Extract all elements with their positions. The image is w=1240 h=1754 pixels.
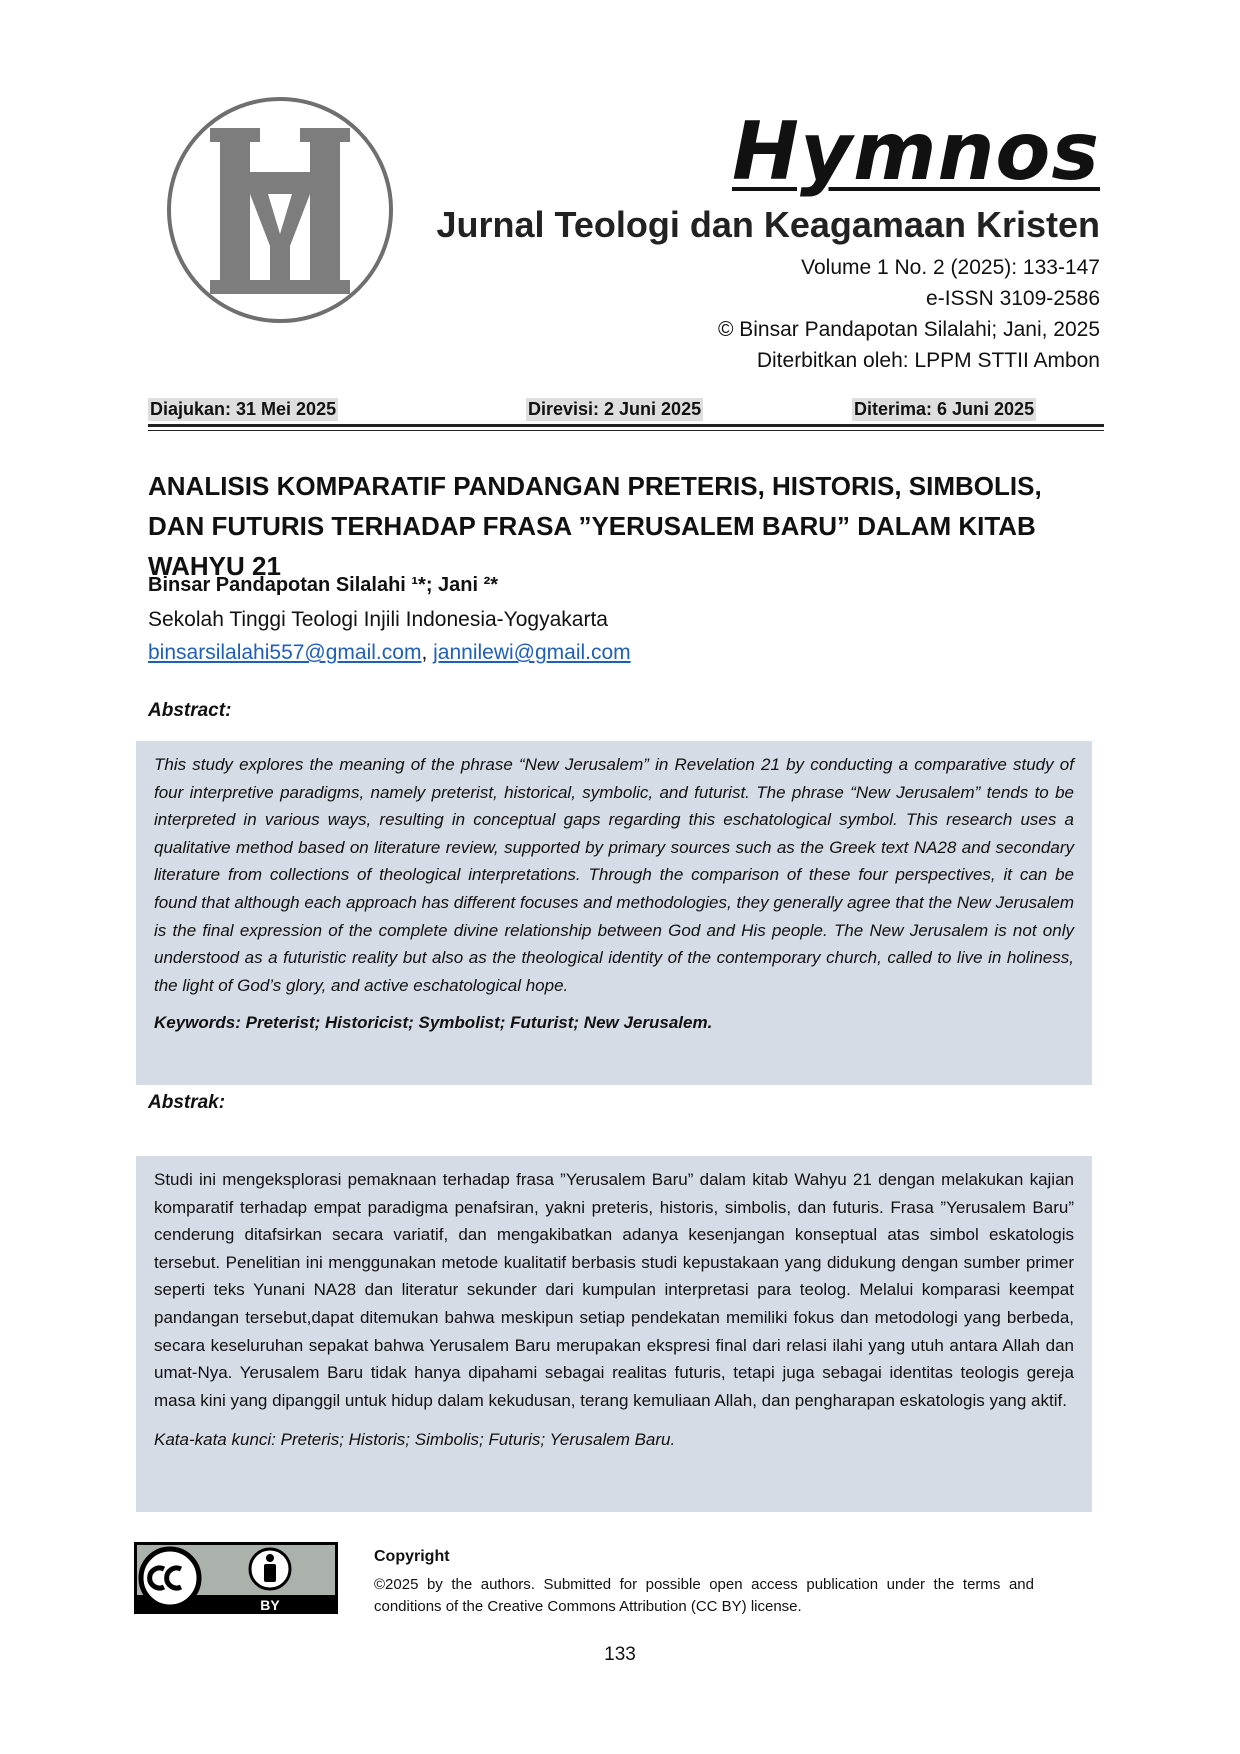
author-emails (148, 641, 631, 665)
publisher: Diterbitkan oleh: LPPM STTII Ambon (756, 349, 1100, 372)
date-accepted: Diterima: 6 Juni 2025 (854, 399, 1035, 419)
cc-by-license-icon (134, 1542, 338, 1614)
copyright-line: © Binsar Pandapotan Silalahi; Jani, 2025 (717, 318, 1100, 341)
abstrak-heading: Abstrak: (148, 1092, 226, 1113)
abstract-id-box (136, 1156, 1092, 1512)
dates-bar (148, 398, 1104, 427)
abstract-en-text: This study explores the meaning of the phrase “New Jerusalem” in Revelation 21 by conducting a comparative study of four interpretive paradigms, namely preterist, historical, symbolic, and futurist. The phrase “New Jerusalem” tends to be interpreted in various ways, resulting in conceptual gaps regarding this eschatological symbol. This research uses a qualitative method based on literature review, supported by primary sources such as the Greek text NA28 and secondary literature from collections of theological interpretations. Through the comparison of these four perspectives, it can be found that although each approach has different focuses and methodologies, they generally agree that the New Jerusalem is the final expression of the complete divine relationship between God and His people. The New Jerusalem is not only understood as a futuristic reality but also as the theological identity of the contemporary church, called to live in holiness, the light of God’s glory, and active eschatological hope. (154, 755, 1074, 995)
copyright-heading: Copyright (374, 1548, 450, 1565)
abstract-heading: Abstract: (148, 700, 232, 721)
issn: e-ISSN 3109-2586 (926, 287, 1100, 310)
email-separator: , (421, 641, 434, 664)
affiliation: Sekolah Tinggi Teologi Injili Indonesia-Yogyakarta (148, 608, 608, 631)
journal-name: Hymnos (732, 105, 1100, 198)
authors: Binsar Pandapotan Silalahi ¹*; Jani ²* (148, 574, 499, 596)
cc-badge-label: BY (260, 1597, 280, 1613)
page-number: 133 (604, 1644, 636, 1665)
date-submitted: Diajukan: 31 Mei 2025 (150, 399, 337, 419)
article-title: ANALISIS KOMPARATIF PANDANGAN PRETERIS, HISTORIS, SIMBOLIS, DAN FUTURIS TERHADAP FRASA ”YERUSALEM BARU” DALAM KITAB WAHYU 21 (148, 471, 1042, 581)
email-link-1[interactable]: binsarsilalahi557@gmail.com (148, 641, 422, 664)
keywords-en: Keywords: Preterist; Historicist; Symbolist; Futurist; New Jerusalem. (154, 1013, 713, 1033)
email-link-2[interactable]: jannilewi@gmail.com (433, 641, 631, 664)
hymnos-logo-icon (164, 94, 396, 326)
copyright-text: ©2025 by the authors. Submitted for possible open access publication under the terms and conditions of the Creative Commons Attribution (CC BY) license. (374, 1576, 1034, 1615)
abstract-id-text: Studi ini mengeksplorasi pemaknaan terhadap frasa ”Yerusalem Baru” dalam kitab Wahyu 21 dengan melakukan kajian komparatif terhadap empat paradigma penafsiran, yakni preteris, historis, simbolis, dan futuris. Frasa ”Yerusalem Baru” cenderung ditafsirkan secara variatif, dan mengakibatkan adanya kesenjangan konseptual atas simbol eskatologis tersebut. Penelitian ini menggunakan metode kualitatif berbasis studi kepustakaan yang didukung dengan sumber primer seperti teks Yunani NA28 dan literatur sekunder dari kumpulan interpretasi para teolog. Melalui komparasi keempat pandangan tersebut,dapat ditemukan bahwa meskipun setiap pendekatan memiliki fokus dan metodologi yang berbeda, secara keseluruhan sepakat bahwa Yerusalem Baru merupakan ekspresi final dari relasi ilahi yang utuh antara Allah dan umat-Nya. Yerusalem Baru tidak hanya dipahami sebagai realitas futuris, tetapi juga sebagai identitas teologis gereja masa kini yang dipanggil untuk hidup dalam kekudusan, terang kemuliaan Allah, dan pengharapan eskatologis yang aktif. (154, 1170, 1074, 1410)
journal-meta (718, 252, 1100, 376)
date-revised: Direvisi: 2 Juni 2025 (528, 399, 702, 419)
journal-subtitle: Jurnal Teologi dan Keagamaan Kristen (436, 204, 1100, 245)
volume-info: Volume 1 No. 2 (2025): 133-147 (801, 256, 1100, 279)
abstract-en-box (136, 741, 1092, 1085)
keywords-id: Kata-kata kunci: Preteris; Historis; Simbolis; Futuris; Yerusalem Baru. (154, 1430, 676, 1450)
dates-rule (148, 430, 1104, 431)
